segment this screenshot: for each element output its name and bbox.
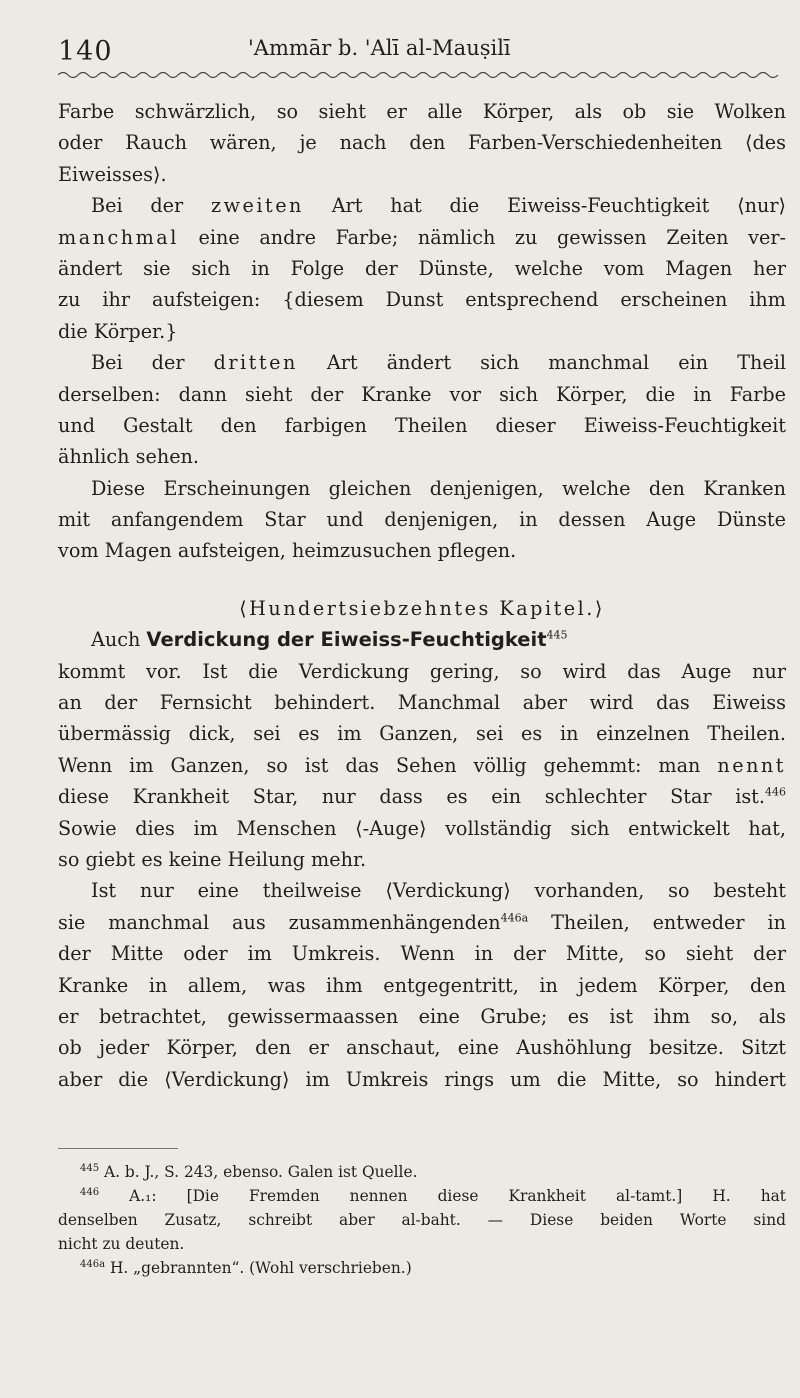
- text-line: Sowie dies im Menschen ⟨-Auge⟩ vollständig sich entwickelt hat,: [58, 816, 786, 840]
- chapter-heading: ⟨Hundertsiebzehntes Kapitel.⟩: [239, 596, 605, 620]
- text-span: Bei der: [91, 194, 211, 218]
- footnote-ref: 446a: [500, 911, 529, 925]
- text-line: so giebt es keine Heilung mehr.: [58, 847, 367, 871]
- footnote-ref: 445: [546, 628, 568, 642]
- text-line: der Mitte oder im Umkreis. Wenn in der Mitte, so sieht der: [58, 942, 786, 966]
- text-line: [58, 347, 786, 378]
- page-number: 140: [58, 36, 113, 67]
- text-span: Theilen, entweder in: [528, 910, 786, 934]
- text-line: kommt vor. Ist die Verdickung gering, so wird das Auge nur: [58, 659, 786, 683]
- footnote-mark: 445: [80, 1162, 100, 1174]
- spaced-word: dritten: [213, 351, 298, 375]
- text-line: die Körper.}: [58, 319, 178, 343]
- footnote-mark: 446: [80, 1186, 100, 1198]
- wavy-rule: [58, 70, 780, 80]
- text-line: und Gestalt den farbigen Theilen dieser Eiweiss-Feuchtigkeit: [58, 413, 786, 437]
- text-span: Wenn im Ganzen, so ist das Sehen völlig gehemmt: man: [58, 753, 718, 777]
- text-span: Art hat die Eiweiss-Feuchtigkeit ⟨nur⟩: [303, 194, 786, 218]
- text-line: derselben: dann sieht der Kranke vor sich Körper, die in Farbe: [58, 382, 786, 406]
- text-line: ändert sie sich in Folge der Dünste, welche vom Magen her: [58, 256, 786, 280]
- text-line: [58, 781, 786, 812]
- text-line: Kranke in allem, was ihm entgegentritt, in jedem Körper, den: [58, 973, 786, 997]
- text-line: aber die ⟨Verdickung⟩ im Umkreis rings um die Mitte, so hindert: [58, 1067, 786, 1091]
- page-header: [58, 26, 780, 82]
- footnote-mark: 446a: [80, 1258, 106, 1270]
- text-line: Farbe schwärzlich, so sieht er alle Körper, als ob sie Wolken: [58, 100, 786, 123]
- text-line: ähnlich sehen.: [58, 445, 200, 469]
- text-line: [58, 750, 786, 781]
- footnote-ref: 446: [765, 785, 786, 799]
- text-span: Art ändert sich manchmal ein Theil: [297, 351, 786, 375]
- footnote-rule: [58, 1148, 178, 1149]
- text-line: [58, 190, 786, 221]
- text-span: diese Krankheit Star, nur dass es ein schlechter Star ist.: [58, 785, 765, 809]
- text-span: sie manchmal aus zusammenhängenden: [58, 910, 501, 934]
- spaced-word: manchmal: [58, 225, 179, 249]
- text-line: Eiweisses⟩.: [58, 162, 167, 186]
- text-line: Ist nur eine theilweise ⟨Verdickung⟩ vorhanden, so besteht: [91, 879, 786, 903]
- text-line: an der Fernsicht behindert. Manchmal aber wird das Eiweiss: [58, 691, 786, 715]
- footnote-text: A.₁: [Die Fremden nennen diese Krankheit al-tamt.] H. hat: [129, 1187, 786, 1205]
- footnote-text: A. b. J., S. 243, ebenso. Galen ist Quelle.: [104, 1163, 418, 1181]
- footnote-text: H. „gebrannten“. (Wohl verschrieben.): [109, 1259, 412, 1277]
- text-span: Bei der: [91, 351, 214, 375]
- running-title: 'Ammār b. 'Alī al-Mauṣilī: [248, 36, 511, 60]
- text-line: mit anfangendem Star und denjenigen, in dessen Auge Dünste: [58, 508, 786, 532]
- bold-term: Verdickung der Eiweiss-Feuchtigkeit: [146, 628, 547, 652]
- text-line: [58, 222, 786, 253]
- text-line: Diese Erscheinungen gleichen denjenigen, welche den Kranken: [91, 476, 786, 500]
- footnote-446-cont: denselben Zusatz, schreibt aber al-baht. — Diese beiden Worte sind: [58, 1211, 786, 1229]
- footnotes: [58, 1160, 786, 1280]
- text-span: eine andre Farbe; nämlich zu gewissen Zeiten ver-: [178, 225, 786, 249]
- footnote-445: [58, 1160, 786, 1184]
- spacer: [58, 567, 786, 593]
- text-line: [58, 907, 786, 938]
- text-line: oder Rauch wären, je nach den Farben-Verschiedenheiten ⟨des: [58, 131, 786, 155]
- footnote-446a: [58, 1256, 786, 1280]
- body-text: [58, 96, 786, 1095]
- spaced-word: nennt: [717, 753, 786, 777]
- text-line: ob jeder Körper, den er anschaut, eine Aushöhlung besitze. Sitzt: [58, 1036, 786, 1060]
- text-span: Auch: [91, 628, 147, 652]
- text-line: er betrachtet, gewissermaassen eine Grube; es ist ihm so, als: [58, 1004, 786, 1028]
- text-line: [58, 624, 786, 655]
- text-line: übermässig dick, sei es im Ganzen, sei es in einzelnen Theilen.: [58, 722, 786, 746]
- text-line: zu ihr aufsteigen: {diesem Dunst entsprechend erscheinen ihm: [58, 288, 786, 312]
- footnote-446-cont: nicht zu deuten.: [58, 1235, 185, 1253]
- text-line: vom Magen aufsteigen, heimzusuchen pflegen.: [58, 539, 517, 563]
- footnote-446: [58, 1184, 786, 1208]
- spaced-word: zweiten: [210, 194, 304, 218]
